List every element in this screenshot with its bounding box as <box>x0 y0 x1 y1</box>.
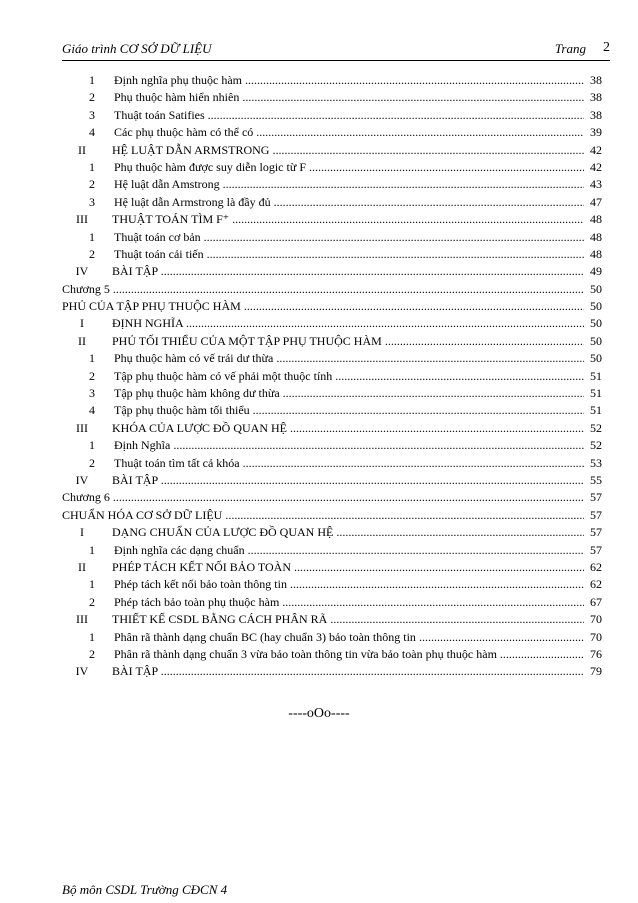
toc-entry-page: 50 <box>590 299 602 314</box>
toc-entry[interactable] <box>62 542 602 559</box>
toc-entry[interactable] <box>62 281 602 298</box>
toc-entry-number: III <box>76 420 88 435</box>
toc-entry-number: 2 <box>89 368 95 383</box>
toc-entry-number: 2 <box>89 594 95 609</box>
toc-entry-title: Phụ thuộc hàm được suy diễn logic từ F ..... <box>114 159 584 176</box>
toc-entry-page: 50 <box>590 281 602 296</box>
toc-entry-title: Phép tách kết nối bảo toàn thông tin ..... <box>114 576 584 593</box>
toc-entry-page: 55 <box>590 472 602 487</box>
toc-entry-title: Thuật toán cơ bản ..... <box>114 229 584 246</box>
toc-entry-number: 1 <box>89 351 95 366</box>
toc-entry-title: CHUẨN HÓA CƠ SỞ DỮ LIỆU ..... <box>62 507 584 524</box>
toc-entry[interactable] <box>62 385 602 402</box>
toc-entry-page: 57 <box>590 490 602 505</box>
toc-entry-number: 4 <box>89 403 95 418</box>
toc-entry-page: 38 <box>590 73 602 87</box>
toc-entry-title: Các phụ thuộc hàm có thể có ..... <box>114 124 584 141</box>
toc-entry-page: 47 <box>590 194 602 209</box>
toc-entry[interactable] <box>62 629 602 646</box>
toc-entry-number: 1 <box>89 542 95 557</box>
toc-entry-page: 62 <box>590 577 602 592</box>
toc-entry-page: 57 <box>590 542 602 557</box>
toc-entry-number: 2 <box>89 646 95 661</box>
toc-entry[interactable] <box>62 663 602 680</box>
toc-entry[interactable] <box>62 89 602 106</box>
toc-entry-page: 53 <box>590 455 602 470</box>
toc-entry-page: 51 <box>590 403 602 418</box>
toc-entry[interactable] <box>62 246 602 263</box>
toc-entry[interactable] <box>62 437 602 454</box>
toc-entry-number: III <box>76 212 88 227</box>
toc-entry[interactable] <box>62 142 602 159</box>
toc-entry-title: THUẬT TOÁN TÌM F⁺ ..... <box>112 211 584 228</box>
toc-entry-title: BÀI TẬP ..... <box>112 663 584 680</box>
toc-entry-title: Chương 5 ..... <box>62 281 584 298</box>
toc-entry-page: 67 <box>590 594 602 609</box>
toc-entry-page: 51 <box>590 386 602 401</box>
toc-entry[interactable] <box>62 211 602 228</box>
toc-entry-title: Chương 6 ..... <box>62 489 584 506</box>
document-title: Giáo trình CƠ SỞ DỮ LIỆU <box>62 41 212 56</box>
toc-entry-page: 48 <box>590 246 602 261</box>
page-header <box>62 40 610 61</box>
toc-entry-title: PHỦ TỐI THIỂU CỦA MỘT TẬP PHỤ THUỘC HÀM ..... <box>112 333 584 350</box>
toc-entry-page: 70 <box>590 612 602 627</box>
toc-entry[interactable] <box>62 124 602 141</box>
toc-entry-title: BÀI TẬP ..... <box>112 472 584 489</box>
toc-entry-number: 2 <box>89 246 95 261</box>
toc-entry-number: II <box>78 559 86 574</box>
toc-entry[interactable] <box>62 229 602 246</box>
toc-entry-page: 51 <box>590 368 602 383</box>
toc-entry[interactable] <box>62 472 602 489</box>
toc-entry-number: 1 <box>89 159 95 174</box>
toc-entry[interactable] <box>62 559 602 576</box>
page-label: Trang <box>554 41 586 56</box>
toc-entry-title: Thuật toán tìm tất cả khóa ..... <box>114 455 584 472</box>
toc-entry[interactable] <box>62 594 602 611</box>
toc-entry-page: 50 <box>590 351 602 366</box>
toc-entry-page: 50 <box>590 316 602 331</box>
toc-entry-page: 57 <box>590 525 602 540</box>
toc-entry-number: 2 <box>89 90 95 105</box>
toc-entry-number: 3 <box>89 107 95 122</box>
toc-entry[interactable] <box>62 194 602 211</box>
toc-entry[interactable] <box>62 350 602 367</box>
toc-entry-title: Phân rã thành dạng chuẩn BC (hay chuẩn 3) bảo toàn thông tin ..... <box>114 629 584 646</box>
toc-entry-number: I <box>80 525 84 540</box>
toc-entry-page: 38 <box>590 107 602 122</box>
toc-entry-title: ĐỊNH NGHĨA ..... <box>112 315 584 332</box>
toc-entry-title: Tập phụ thuộc hàm không dư thừa ..... <box>114 385 584 402</box>
toc-entry-title: Hệ luật dẫn Amstrong ..... <box>114 176 584 193</box>
toc-entry-page: 50 <box>590 333 602 348</box>
toc-entry-number: 1 <box>89 438 95 453</box>
toc-entry-number: 1 <box>89 629 95 644</box>
toc-entry-number: III <box>76 612 88 627</box>
toc-entry[interactable] <box>62 524 602 541</box>
toc-entry[interactable] <box>62 263 602 280</box>
end-mark: ----oOo---- <box>288 706 350 721</box>
toc-entry-number: II <box>78 142 86 157</box>
toc-entry[interactable] <box>62 455 602 472</box>
toc-entry[interactable] <box>62 368 602 385</box>
toc-entry-page: 52 <box>590 438 602 453</box>
toc-entry-page: 70 <box>590 629 602 644</box>
toc-entry-page: 43 <box>590 177 602 192</box>
toc-entry-page: 57 <box>590 507 602 522</box>
toc-entry-page: 76 <box>590 646 602 661</box>
toc-entry-title: PHỦ CỦA TẬP PHỤ THUỘC HÀM ..... <box>62 298 584 315</box>
toc-entry[interactable] <box>62 489 602 506</box>
toc-entry-title: Phụ thuộc hàm có vế trái dư thừa ..... <box>114 350 584 367</box>
toc-entry-number: II <box>78 333 86 348</box>
toc-entry[interactable] <box>62 176 602 193</box>
toc-entry-number: 1 <box>89 577 95 592</box>
toc-entry-title: Định nghĩa các dạng chuẩn ..... <box>114 542 584 559</box>
toc-entry-title: KHÓA CỦA LƯỢC ĐỒ QUAN HỆ ..... <box>112 420 584 437</box>
toc-entry[interactable] <box>62 333 602 350</box>
toc-entry-title: HỆ LUẬT DẪN ARMSTRONG ..... <box>112 142 584 159</box>
toc-entry-number: 3 <box>89 386 95 401</box>
toc-entry-title: Định nghĩa phụ thuộc hàm ..... <box>114 72 584 89</box>
toc-entry-number: 1 <box>89 73 95 87</box>
toc-entry-page: 48 <box>590 229 602 244</box>
toc-entry-page: 38 <box>590 90 602 105</box>
toc-entry-page: 62 <box>590 559 602 574</box>
toc-entry[interactable] <box>62 107 602 124</box>
toc-entry-title: Hệ luật dẫn Armstrong là đầy đủ ..... <box>114 194 584 211</box>
toc-entry-title: Phân rã thành dạng chuẩn 3 vừa bảo toàn thông tin vừa bảo toàn phụ thuộc hàm ..... <box>114 646 584 663</box>
toc-entry-number: 3 <box>89 194 95 209</box>
toc-entry[interactable] <box>62 611 602 628</box>
toc-entry-number: 2 <box>89 177 95 192</box>
toc-entry-title: Thuật toán Satifies ..... <box>114 107 584 124</box>
toc-entry-title: BÀI TẬP ..... <box>112 263 584 280</box>
toc-entry-number: 2 <box>89 455 95 470</box>
toc-entry-number: 1 <box>89 229 95 244</box>
page-footer: Bộ môn CSDL Trường CĐCN 4 <box>62 882 228 897</box>
toc-entry[interactable] <box>62 159 602 176</box>
toc-entry-title: DẠNG CHUẨN CỦA LƯỢC ĐỒ QUAN HỆ ..... <box>112 524 584 541</box>
toc-entry-page: 49 <box>590 264 602 279</box>
toc-entry[interactable] <box>62 402 602 419</box>
toc-entry-number: IV <box>75 664 89 679</box>
toc-entry-title: Tập phụ thuộc hàm tối thiểu ..... <box>114 402 584 419</box>
toc-entry[interactable] <box>62 72 602 89</box>
toc-entry-number: 4 <box>89 125 95 140</box>
toc-entry-title: Phép tách bảo toàn phụ thuộc hàm ..... <box>114 594 584 611</box>
toc-entry[interactable] <box>62 646 602 663</box>
toc-entry-page: 42 <box>590 142 602 157</box>
toc-entry-page: 39 <box>590 125 602 140</box>
toc-entry-title: Thuật toán cải tiến ..... <box>114 246 584 263</box>
toc-entry-title: Tập phụ thuộc hàm có vế phải một thuộc tính ..... <box>114 368 584 385</box>
toc-entry-number: IV <box>75 264 89 279</box>
toc-entry[interactable] <box>62 507 602 524</box>
toc-entry-title: Phụ thuộc hàm hiển nhiên ..... <box>114 89 584 106</box>
page-number: 2 <box>603 40 610 55</box>
toc-entry-title: THIẾT KẾ CSDL BẰNG CÁCH PHÂN RÃ ..... <box>112 611 584 628</box>
toc-entry[interactable] <box>62 298 602 315</box>
toc-entry-number: I <box>80 316 84 331</box>
toc-entry-number: IV <box>75 472 89 487</box>
toc-entry[interactable] <box>62 420 602 437</box>
toc-entry-page: 48 <box>590 212 602 227</box>
toc-entry-page: 79 <box>590 664 602 679</box>
toc-entry-title: Định Nghĩa ..... <box>114 437 584 454</box>
toc-entry-page: 42 <box>590 159 602 174</box>
toc-entry[interactable] <box>62 576 602 593</box>
toc-entry-page: 52 <box>590 420 602 435</box>
table-of-contents <box>62 72 602 681</box>
toc-entry[interactable] <box>62 315 602 332</box>
toc-entry-title: PHÉP TÁCH KẾT NỐI BẢO TOÀN ..... <box>112 559 584 576</box>
